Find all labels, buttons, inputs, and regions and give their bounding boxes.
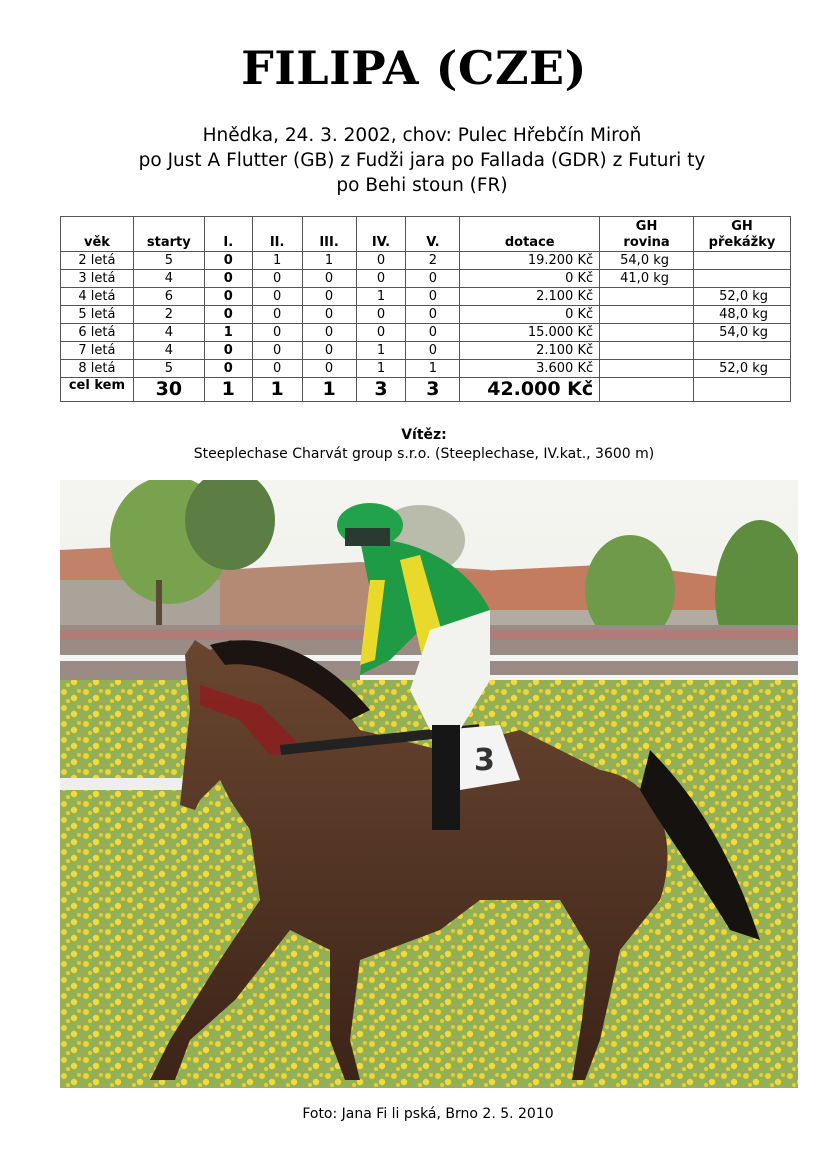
cell-age: 4 letá	[61, 288, 134, 306]
total-p2: 1	[252, 378, 302, 402]
winner-text: Steeplechase Charvát group s.r.o. (Steeplechase, IV.kat., 3600 m)	[193, 446, 655, 462]
cell-p1: 0	[204, 342, 252, 360]
horse-name-title: FILIPA (CZE)	[241, 41, 587, 95]
cell-p3: 0	[302, 288, 356, 306]
saddle-number: 3	[474, 743, 495, 778]
cell-p5: 0	[406, 342, 460, 360]
cell-p1: 0	[204, 270, 252, 288]
winner-heading: Vítěz:	[401, 427, 447, 443]
cell-p3: 0	[302, 342, 356, 360]
total-p5: 3	[406, 378, 460, 402]
header-gh-flat	[600, 217, 694, 252]
cell-p4: 0	[356, 270, 406, 288]
cell-p2: 0	[252, 360, 302, 378]
cell-age: 7 letá	[61, 342, 134, 360]
cell-p5: 0	[406, 288, 460, 306]
cell-gh-flat	[600, 360, 694, 378]
header-gh-jump-line1: GH	[731, 219, 753, 234]
table-header-row	[61, 217, 791, 252]
cell-p5: 1	[406, 360, 460, 378]
cell-gh-jump	[694, 270, 791, 288]
cell-p5: 2	[406, 252, 460, 270]
total-prize: 42.000 Kč	[460, 378, 600, 402]
header-third: III.	[302, 217, 356, 252]
pedigree-line-granddam-sire: po Behi stoun (FR)	[336, 175, 508, 196]
cell-gh-jump: 48,0 kg	[694, 306, 791, 324]
table-row	[61, 306, 791, 324]
horse-photo-illustration	[60, 480, 798, 1088]
header-age: věk	[61, 217, 134, 252]
cell-age: 6 letá	[61, 324, 134, 342]
cell-p5: 0	[406, 324, 460, 342]
header-fifth: V.	[406, 217, 460, 252]
table-row	[61, 324, 791, 342]
header-gh-jump-line2: překážky	[708, 235, 776, 250]
horse-photo	[60, 480, 798, 1088]
table-row	[61, 342, 791, 360]
pedigree-block	[0, 123, 828, 198]
table-row	[61, 288, 791, 306]
cell-p3: 0	[302, 324, 356, 342]
cell-p2: 0	[252, 306, 302, 324]
photo-caption: Foto: Jana Fi li pská, Brno 2. 5. 2010	[302, 1106, 554, 1122]
cell-prize: 2.100 Kč	[460, 288, 600, 306]
cell-starts: 5	[133, 360, 204, 378]
header-gh-flat-line2: rovina	[623, 235, 670, 250]
cell-prize: 2.100 Kč	[460, 342, 600, 360]
cell-gh-flat	[600, 288, 694, 306]
header-starts: starty	[133, 217, 204, 252]
cell-gh-jump	[694, 342, 791, 360]
race-stats-table	[60, 216, 791, 402]
total-gh-jump	[694, 378, 791, 402]
cell-p3: 1	[302, 252, 356, 270]
pedigree-line-birth: Hnědka, 24. 3. 2002, chov: Pulec Hřebčín Miroň	[202, 125, 642, 146]
cell-starts: 6	[133, 288, 204, 306]
cell-p2: 0	[252, 288, 302, 306]
cell-p1: 0	[204, 306, 252, 324]
cell-starts: 5	[133, 252, 204, 270]
cell-gh-flat: 54,0 kg	[600, 252, 694, 270]
header-second: II.	[252, 217, 302, 252]
cell-age: 5 letá	[61, 306, 134, 324]
total-gh-flat	[600, 378, 694, 402]
header-prize: dotace	[460, 217, 600, 252]
cell-starts: 4	[133, 324, 204, 342]
header-fourth: IV.	[356, 217, 406, 252]
cell-p4: 1	[356, 288, 406, 306]
cell-gh-jump: 52,0 kg	[694, 360, 791, 378]
cell-p2: 1	[252, 252, 302, 270]
cell-starts: 2	[133, 306, 204, 324]
cell-gh-flat	[600, 342, 694, 360]
cell-prize: 3.600 Kč	[460, 360, 600, 378]
cell-p1: 0	[204, 288, 252, 306]
cell-p2: 0	[252, 342, 302, 360]
total-p3: 1	[302, 378, 356, 402]
cell-gh-flat	[600, 324, 694, 342]
cell-p1: 0	[204, 360, 252, 378]
table-body	[61, 252, 791, 402]
table-row	[61, 270, 791, 288]
total-label: cel kem	[61, 378, 134, 402]
cell-prize: 19.200 Kč	[460, 252, 600, 270]
header-first: I.	[204, 217, 252, 252]
cell-prize: 15.000 Kč	[460, 324, 600, 342]
table-total-row	[61, 378, 791, 402]
cell-p4: 0	[356, 324, 406, 342]
cell-p2: 0	[252, 270, 302, 288]
cell-p1: 0	[204, 252, 252, 270]
cell-gh-flat	[600, 306, 694, 324]
cell-starts: 4	[133, 270, 204, 288]
cell-gh-jump	[694, 252, 791, 270]
cell-prize: 0 Kč	[460, 306, 600, 324]
cell-p4: 1	[356, 360, 406, 378]
cell-p4: 0	[356, 306, 406, 324]
table-row	[61, 252, 791, 270]
cell-p3: 0	[302, 270, 356, 288]
cell-p3: 0	[302, 306, 356, 324]
cell-p4: 0	[356, 252, 406, 270]
cell-p4: 1	[356, 342, 406, 360]
cell-gh-jump: 52,0 kg	[694, 288, 791, 306]
cell-prize: 0 Kč	[460, 270, 600, 288]
cell-p2: 0	[252, 324, 302, 342]
table-row	[61, 360, 791, 378]
cell-age: 8 letá	[61, 360, 134, 378]
cell-age: 3 letá	[61, 270, 134, 288]
header-gh-flat-line1: GH	[635, 219, 658, 234]
total-p1: 1	[204, 378, 252, 402]
cell-gh-flat: 41,0 kg	[600, 270, 694, 288]
total-p4: 3	[356, 378, 406, 402]
cell-age: 2 letá	[61, 252, 134, 270]
cell-gh-jump: 54,0 kg	[694, 324, 791, 342]
cell-p3: 0	[302, 360, 356, 378]
pedigree-line-sire-dam: po Just A Flutter (GB) z Fudži jara po Fallada (GDR) z Futuri ty	[138, 150, 706, 171]
header-gh-jump	[694, 217, 791, 252]
cell-p5: 0	[406, 306, 460, 324]
cell-p1: 1	[204, 324, 252, 342]
total-starts: 30	[133, 378, 204, 402]
cell-starts: 4	[133, 342, 204, 360]
cell-p5: 0	[406, 270, 460, 288]
white-rail	[60, 778, 200, 790]
